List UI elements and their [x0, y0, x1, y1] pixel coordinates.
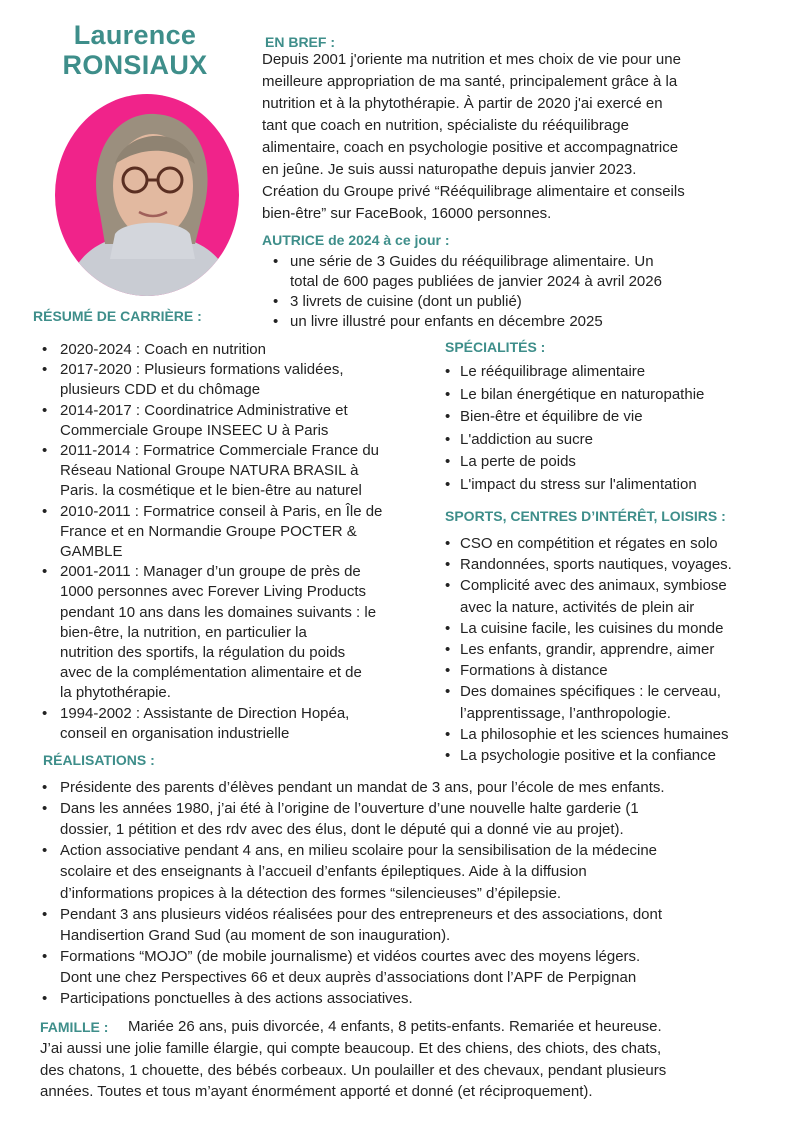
- list-item-line: GAMBLE: [60, 543, 123, 560]
- bullet-icon: •: [445, 363, 451, 380]
- bullet-icon: •: [42, 361, 48, 379]
- paragraph-line: alimentaire, coach en psychologie positive et accompagnatrice: [262, 139, 679, 156]
- bullet-icon: •: [445, 641, 451, 658]
- list-item-line: scolaire et des enseignants à l’accueil d’enfants épileptiques. Aide à la diffusion: [60, 863, 587, 881]
- paragraph-line: meilleure appropriation de ma santé, principalement grâce à la: [262, 73, 678, 90]
- career-heading: RÉSUMÉ DE CARRIÈRE :: [33, 308, 202, 324]
- bullet-icon: •: [42, 947, 48, 965]
- list-item-line: avec de la complémentation alimentaire et de: [60, 664, 362, 682]
- list-item-line: plusieurs CDD et du chômage: [60, 381, 261, 399]
- list-item-line: CSO en compétition et régates en solo: [460, 535, 718, 552]
- list-item-line: Randonnées, sports nautiques, voyages.: [460, 556, 732, 574]
- list-item-line: Participations ponctuelles à des actions associatives.: [60, 990, 413, 1007]
- list-item-line: La psychologie positive et la confiance: [460, 747, 716, 764]
- list-item-line: Réseau National Groupe NATURA BRASIL à: [60, 462, 359, 480]
- sports-heading: SPORTS, CENTRES D’INTÉRÊT, LOISIRS :: [445, 508, 726, 524]
- first-name: Laurence: [73, 20, 197, 50]
- list-item-line: 2010-2011 : Formatrice conseil à Paris, en Île de: [60, 502, 383, 520]
- bullet-icon: •: [445, 683, 451, 701]
- bullet-icon: •: [445, 430, 451, 448]
- bullet-icon: •: [42, 779, 48, 796]
- en-bref-heading: EN BREF :: [265, 34, 335, 50]
- paragraph-line: tant que coach en nutrition, spécialiste du rééquilibrage: [262, 117, 629, 134]
- list-item-line: Handisertion Grand Sud (au moment de son inauguration).: [60, 926, 451, 944]
- list-item-line: La cuisine facile, les cuisines du monde: [460, 619, 724, 637]
- list-item-line: L'impact du stress sur l'alimentation: [460, 475, 697, 493]
- list-item-line: 2020-2024 : Coach en nutrition: [60, 341, 266, 358]
- bullet-icon: •: [42, 442, 48, 459]
- list-item-line: un livre illustré pour enfants en décembre 2025: [290, 313, 603, 330]
- bullet-icon: •: [42, 401, 48, 419]
- paragraph-line: en jeûne. Je suis aussi naturopathe depuis janvier 2023.: [262, 161, 637, 178]
- list-item-line: Pendant 3 ans plusieurs vidéos réalisées pour des entrepreneurs et des associations, dont: [60, 905, 663, 923]
- list-item-line: Formations à distance: [460, 662, 608, 680]
- autrice-heading: AUTRICE de 2024 à ce jour :: [262, 232, 450, 248]
- list-item-line: l’apprentissage, l’anthropologie.: [460, 704, 671, 722]
- bullet-icon: •: [273, 313, 279, 330]
- bullet-icon: •: [445, 747, 451, 764]
- paragraph-line: des chatons, 1 chouette, des bébés corbeaux. Un poulailler et des chevaux, pendant plusieurs: [40, 1061, 667, 1079]
- bullet-icon: •: [42, 990, 48, 1007]
- list-item-line: total de 600 pages publiées de janvier 2024 à avril 2026: [290, 273, 662, 290]
- list-item-line: La philosophie et les sciences humaines: [460, 725, 729, 743]
- list-item-line: 2014-2017 : Coordinatrice Administrative et: [60, 401, 348, 419]
- list-item-line: une série de 3 Guides du rééquilibrage alimentaire. Un: [290, 253, 654, 270]
- list-item-line: Paris. la cosmétique et le bien-être au naturel: [60, 482, 362, 500]
- list-item-line: Bien-être et équilibre de vie: [460, 408, 643, 425]
- famille-heading: FAMILLE :: [40, 1019, 109, 1035]
- last-name: RONSIAUX: [62, 50, 208, 80]
- list-item-line: avec la nature, activités de plein air: [460, 598, 695, 616]
- bullet-icon: •: [445, 725, 451, 743]
- list-item-line: Commerciale Groupe INSEEC U à Paris: [60, 421, 329, 439]
- bullet-icon: •: [42, 704, 48, 722]
- list-item-line: 1994-2002 : Assistante de Direction Hopéa,: [60, 704, 350, 722]
- bullet-icon: •: [445, 662, 451, 680]
- list-item-line: 2011-2014 : Formatrice Commerciale France du: [60, 442, 380, 459]
- paragraph-line: années. Toutes et tous m’ayant énormément apporté et donné (et réciproquement).: [40, 1083, 593, 1101]
- list-item-line: 2001-2011 : Manager d’un groupe de près de: [60, 563, 361, 581]
- list-item-line: Le bilan énergétique en naturopathie: [460, 385, 705, 403]
- paragraph-line: Création du Groupe privé “Rééquilibrage alimentaire et conseils: [262, 183, 685, 200]
- paragraph-line: Depuis 2001 j'oriente ma nutrition et mes choix de vie pour une: [262, 51, 681, 68]
- bullet-icon: •: [445, 408, 451, 425]
- bullet-icon: •: [42, 341, 48, 358]
- bullet-icon: •: [42, 563, 48, 581]
- bullet-icon: •: [42, 842, 48, 860]
- list-item-line: Le rééquilibrage alimentaire: [460, 363, 646, 380]
- list-item-line: 2017-2020 : Plusieurs formations validées,: [60, 361, 344, 379]
- bullet-icon: •: [445, 619, 451, 637]
- list-item-line: pendant 10 ans dans les domaines suivants : le: [60, 603, 377, 621]
- bullet-icon: •: [445, 556, 451, 574]
- list-item-line: d’informations propices à la détection des formes “silencieuses” d’épilepsie.: [60, 884, 562, 902]
- profile-photo: [55, 94, 239, 296]
- list-item-line: Les enfants, grandir, apprendre, aimer: [460, 641, 715, 658]
- list-item-line: dossier, 1 pétition et des rdv avec des élus, dont le député qui a donné vie au projet).: [60, 821, 624, 839]
- realisations-heading: RÉALISATIONS :: [43, 752, 155, 768]
- bullet-icon: •: [445, 385, 451, 403]
- bullet-icon: •: [445, 475, 451, 493]
- bullet-icon: •: [42, 905, 48, 923]
- bullet-icon: •: [445, 453, 451, 470]
- list-item-line: L'addiction au sucre: [460, 430, 593, 448]
- paragraph-line: nutrition et à la phytothérapie. À partir de 2020 j'ai exercé en: [262, 95, 663, 112]
- specialites-heading: SPÉCIALITÉS :: [445, 339, 546, 355]
- bullet-icon: •: [445, 577, 451, 595]
- list-item-line: conseil en organisation industrielle: [60, 724, 290, 742]
- paragraph-line: J’ai aussi une jolie famille élargie, qui compte beaucoup. Et des chiens, des chiots, des chats,: [40, 1039, 662, 1057]
- list-item-line: France et en Normandie Groupe POCTER &: [60, 522, 357, 540]
- list-item-line: bien-être, la nutrition, en particulier la: [60, 623, 307, 641]
- list-item-line: Complicité avec des animaux, symbiose: [460, 577, 727, 595]
- list-item-line: la phytothérapie.: [60, 684, 171, 702]
- bullet-icon: •: [42, 800, 48, 818]
- list-item-line: Dont une chez Perspectives 66 et deux auprès d’associations dont l’APF de Perpignan: [60, 968, 637, 986]
- bullet-icon: •: [273, 253, 279, 270]
- list-item-line: nutrition des sportifs, la régulation du poids: [60, 644, 346, 661]
- list-item-line: Formations “MOJO” (de mobile journalisme) et vidéos courtes avec des moyens légers.: [60, 947, 641, 965]
- list-item-line: 1000 personnes avec Forever Living Products: [60, 583, 367, 601]
- bullet-icon: •: [273, 293, 279, 310]
- list-item-line: Action associative pendant 4 ans, en milieu scolaire pour la sensibilisation de la médecine: [60, 842, 658, 860]
- list-item-line: La perte de poids: [460, 453, 576, 470]
- bullet-icon: •: [42, 502, 48, 520]
- bullet-icon: •: [445, 535, 451, 552]
- list-item-line: Des domaines spécifiques : le cerveau,: [460, 683, 721, 701]
- list-item-line: 3 livrets de cuisine (dont un publié): [290, 293, 522, 310]
- list-item-line: Dans les années 1980, j’ai été à l’origine de l’ouverture d’une nouvelle halte garderie (1: [60, 800, 639, 818]
- list-item-line: Présidente des parents d’élèves pendant un mandat de 3 ans, pour l’école de mes enfants.: [60, 779, 665, 796]
- paragraph-line: Mariée 26 ans, puis divorcée, 4 enfants, 8 petits-enfants. Remariée et heureuse.: [128, 1018, 662, 1035]
- paragraph-line: bien-être” sur FaceBook, 16000 personnes.: [262, 205, 552, 222]
